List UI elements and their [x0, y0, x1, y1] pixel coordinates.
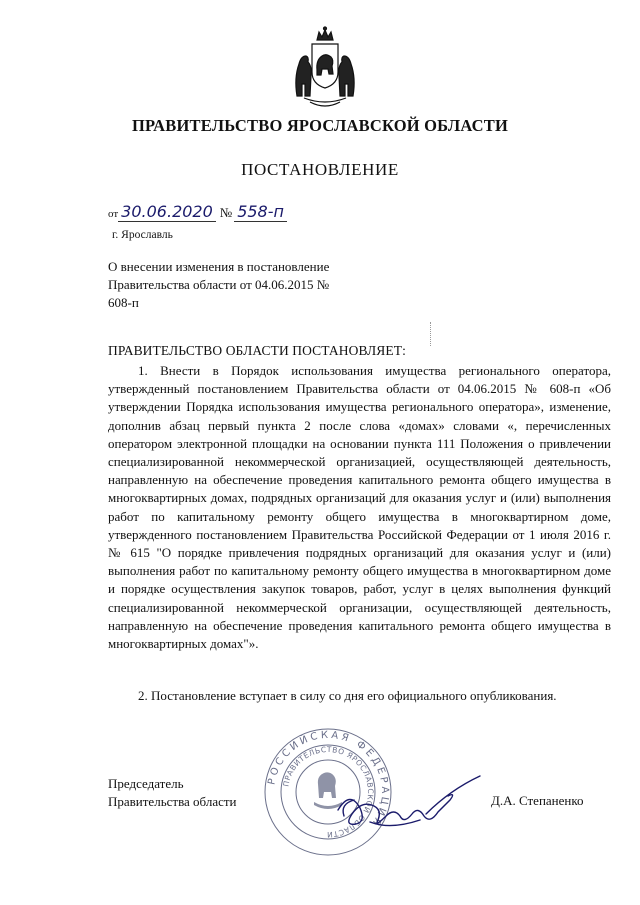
number-prefix: № — [219, 205, 233, 220]
signatory-role-line1: Председатель — [108, 776, 184, 791]
coat-of-arms-emblem — [290, 26, 360, 112]
paragraph-1 — [108, 362, 611, 653]
decree-heading: ПРАВИТЕЛЬСТВО ОБЛАСТИ ПОСТАНОВЛЯЕТ: — [108, 343, 406, 358]
paragraph-1-text: 1. Внести в Порядок использования имущества регионального оператора, утвержденный постановлением Правительства области от 04.06.2015 № 608-п «Об утверждении Порядка использования имущества регионального оператора», изменение, дополнив абзац первый пункта 2 после слова «домах» словами «, перечисленных оператором электронной площадки на основании пункта 111 Положения о привлечении специализированной некоммерческой организацией, осуществляющей деятельность, направленную на обеспечение проведения капитального ремонта общего имущества в многоквартирных домах, подрядных организаций для оказания услуг и (или) выполнения работ по капитальному ремонту общего имущества в многоквартирном доме, утвержденного постановлением Правительства Российской Федерации от 1 июля 2016 г. № 615 "О порядке привлечения подрядных организаций для оказания услуг и (или) выполнения работ по капитальному ремонту общего имущества в многоквартирном доме и порядке осуществления закупок товаров, работ, услуг в целях выполнения функций специализированной некоммерческой организации, осуществляющей деятельность, направленную на обеспечение проведения капитального ремонта общего имущества в многоквартирных домах"». — [108, 363, 611, 652]
document-subject: О внесении изменения в постановление Правительства области от 04.06.2015 № 608-п — [108, 259, 330, 310]
date-number-line — [108, 203, 287, 222]
organization-title: ПРАВИТЕЛЬСТВО ЯРОСЛАВСКОЙ ОБЛАСТИ — [131, 116, 509, 135]
signatory-role — [108, 775, 237, 811]
document-type: ПОСТАНОВЛЕНИЕ — [241, 160, 399, 179]
handwritten-signature — [330, 770, 490, 850]
svg-text:ПРАВИТЕЛЬСТВО ЯРОСЛАВСКОЙ ОБЛА: ПРАВИТЕЛЬСТВО ЯРОСЛАВСКОЙ ОБЛАСТИ — [281, 744, 376, 840]
document-date: 30.06.2020 — [118, 203, 216, 222]
paragraph-2-text: 2. Постановление вступает в силу со дня его официального опубликования. — [138, 688, 557, 703]
signatory-role-line2: Правительства области — [108, 794, 237, 809]
svg-text:РОССИЙСКАЯ ФЕДЕРАЦИЯ: РОССИЙСКАЯ ФЕДЕРАЦИЯ — [266, 729, 391, 830]
city-label: г. Ярославль — [112, 229, 173, 241]
document-number: 558-п — [234, 203, 287, 222]
date-prefix: от — [108, 208, 119, 220]
paragraph-2 — [108, 687, 611, 705]
signatory-name: Д.А. Степаненко — [491, 793, 584, 808]
margin-mark — [430, 322, 432, 346]
